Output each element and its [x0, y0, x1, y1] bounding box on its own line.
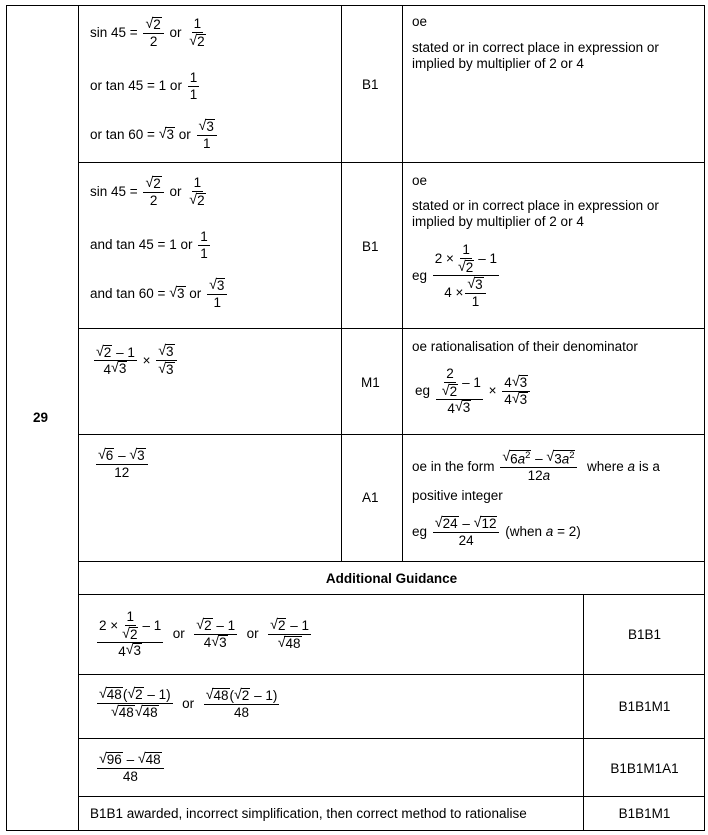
row1-comment-line3: implied by multiplier of 2 or 4: [412, 56, 584, 71]
row1-tan45: or tan 45 = 1 or $\frac{1}{1}$: [90, 70, 198, 102]
row3-comment-line1: oe rationalisation of their denominator: [412, 339, 638, 354]
guidance-row2-marks: B1B1M1: [618, 699, 671, 714]
guidance-heading: Additional Guidance: [325, 571, 458, 586]
row2-comment-oe: oe: [412, 173, 428, 188]
guidance-row-divider-2: [78, 738, 705, 739]
row1-comment-line2: stated or in correct place in expression or: [412, 40, 659, 55]
col-divider-number: [78, 5, 79, 831]
row2-tan60: and tan 60 = √ 3 or √ 3 1: [90, 277, 229, 310]
row4-comment-line2: positive integer: [412, 488, 503, 503]
row1-comment-oe: oe: [412, 14, 428, 29]
row1-sin45: sin 45 = √ 2 2 or 1 √ 2: [90, 16, 205, 49]
guidance-row1-expr: 2 × 1 √ 2 – 1 4 √ 3 or √ 2 – 1 4 √ 3 or √ 2 – 1 √ 48: [99, 609, 310, 659]
guidance-row3-marks: B1B1M1A1: [610, 761, 679, 776]
guidance-row2-expr: √ 48 ( √ 2 – 1) √ 48 √ 48 or √ 48 ( √ 2 – 1) 48: [99, 686, 278, 720]
row2-comment-example: eg 2 × 1 √ 2 – 1 4 × √ 3 1: [412, 242, 498, 310]
guidance-row-divider-3: [78, 796, 705, 797]
guidance-row4-text: B1B1 awarded, incorrect simplification, then correct method to rationalise: [90, 806, 527, 821]
row2-comment-line3: implied by multiplier of 2 or 4: [412, 214, 584, 229]
row4-comment-form: oe in the form √ $6a^2$ – √ $3a^2$ 12a where a is a: [412, 449, 660, 484]
row1-mark: B1: [362, 77, 379, 92]
row-divider-1: [78, 162, 705, 163]
row4-comment-example: eg √ 24 – √ 12 24 (when a = 2): [412, 515, 581, 548]
question-number: 29: [33, 410, 49, 425]
row-divider-4: [78, 561, 705, 562]
guidance-heading-divider: [78, 594, 705, 595]
row-divider-3: [78, 434, 705, 435]
col-divider-comments: [402, 5, 403, 561]
row4-mark: A1: [362, 490, 379, 505]
guidance-row1-marks: B1B1: [627, 627, 662, 642]
row4-working: √ 6 – √ 3 12: [94, 447, 150, 480]
row3-comment-example: eg 2 √ 2 – 1 4 √ 3 × 4 √ 3 4 √ 3: [415, 366, 532, 416]
row3-working: √ 2 – 1 4 √ 3 × √ 3 √ 3: [92, 343, 179, 378]
guidance-row-divider-1: [78, 674, 705, 675]
row2-tan45: and tan 45 = 1 or $\frac{1}{1}$: [90, 229, 208, 261]
row2-sin45: sin 45 = √ 2 2 or 1 √ 2: [90, 175, 205, 208]
row1-tan60: or tan 60 = √ 3 or √ 3 1: [90, 118, 219, 151]
row-divider-2: [78, 328, 705, 329]
col-divider-mark: [341, 5, 342, 561]
row3-mark: M1: [361, 375, 380, 390]
row2-mark: B1: [362, 239, 379, 254]
guidance-row3-expr: √ 96 – √ 48 48: [95, 751, 166, 784]
guidance-row4-marks: B1B1M1: [618, 806, 671, 821]
row2-comment-line2: stated or in correct place in expression or: [412, 198, 659, 213]
